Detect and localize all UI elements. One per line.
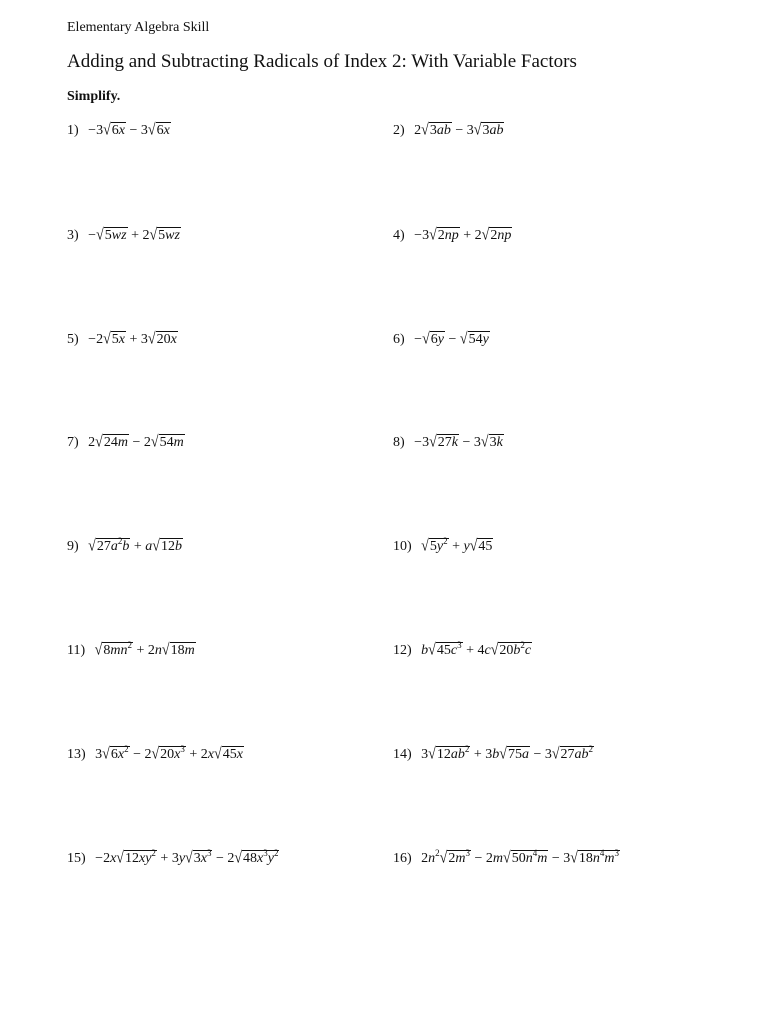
problem-expression: $b√45c^3 + 4c√20b^2c$ bbox=[421, 640, 532, 660]
problem-expression: −√6y − √54y bbox=[414, 330, 489, 349]
problem-number: 15) bbox=[67, 851, 86, 866]
course-name: Elementary Algebra Skill bbox=[67, 20, 210, 35]
problem-number: 11) bbox=[67, 643, 86, 658]
problem-12 bbox=[393, 641, 532, 661]
problem-16 bbox=[393, 849, 620, 869]
problem-number: 14) bbox=[393, 747, 412, 762]
problem-expression: $3√6x^2 - 2√20x^3 + 2x√45x$ bbox=[95, 744, 243, 764]
problem-5 bbox=[67, 330, 178, 350]
problem-expression: 2√3ab − 3√3ab bbox=[414, 121, 504, 140]
problem-expression: −3√6x − 3√6x bbox=[88, 121, 170, 140]
problem-10 bbox=[393, 537, 493, 557]
problem-13 bbox=[67, 745, 244, 765]
problem-number: 12) bbox=[393, 643, 412, 658]
problem-expression: $3√12ab^2 + 3b√75a - 3√27ab^2$ bbox=[421, 744, 594, 764]
problem-number: 8) bbox=[393, 435, 405, 450]
problem-expression: $2n^2√2m^3 - 2m√50n^4m - 3√18n^4m^3$ bbox=[421, 848, 620, 868]
problem-15 bbox=[67, 849, 279, 869]
problem-1 bbox=[67, 121, 171, 141]
problem-expression: $√27a^2b + a√12b$ bbox=[88, 536, 182, 556]
problem-number: 10) bbox=[393, 539, 412, 554]
problem-7 bbox=[67, 433, 185, 453]
problem-number: 7) bbox=[67, 435, 79, 450]
problem-expression: $√5y^2 + y√45$ bbox=[421, 536, 493, 556]
problem-number: 1) bbox=[67, 123, 79, 138]
problem-number: 3) bbox=[67, 228, 79, 243]
problem-expression: $-2x√12xy^2 + 3y√3x^3 - 2√48x^3y^2$ bbox=[95, 848, 279, 868]
problem-4 bbox=[393, 226, 512, 246]
problem-expression: −2√5x + 3√20x bbox=[88, 330, 177, 349]
problem-number: 9) bbox=[67, 539, 79, 554]
worksheet-title: Adding and Subtracting Radicals of Index 2: With Variable Factors bbox=[67, 51, 577, 72]
problem-14 bbox=[393, 745, 594, 765]
problem-6 bbox=[393, 330, 490, 350]
problem-expression: −√5wz + 2√5wz bbox=[88, 226, 180, 245]
problem-number: 16) bbox=[393, 851, 412, 866]
problem-9 bbox=[67, 537, 183, 557]
problem-expression: $√8mn^2 + 2n√18m$ bbox=[94, 640, 195, 660]
problem-expression: −3√2np + 2√2np bbox=[414, 226, 512, 245]
problem-expression: 2√24m − 2√54m bbox=[88, 433, 184, 452]
problem-number: 4) bbox=[393, 228, 405, 243]
instructions: Simplify. bbox=[67, 89, 121, 104]
problem-2 bbox=[393, 121, 504, 141]
problem-3 bbox=[67, 226, 181, 246]
problem-8 bbox=[393, 433, 504, 453]
problem-11 bbox=[67, 641, 196, 661]
problem-number: 5) bbox=[67, 332, 79, 347]
problem-expression: −3√27k − 3√3k bbox=[414, 433, 503, 452]
problem-number: 13) bbox=[67, 747, 86, 762]
problem-number: 6) bbox=[393, 332, 405, 347]
problem-number: 2) bbox=[393, 123, 405, 138]
